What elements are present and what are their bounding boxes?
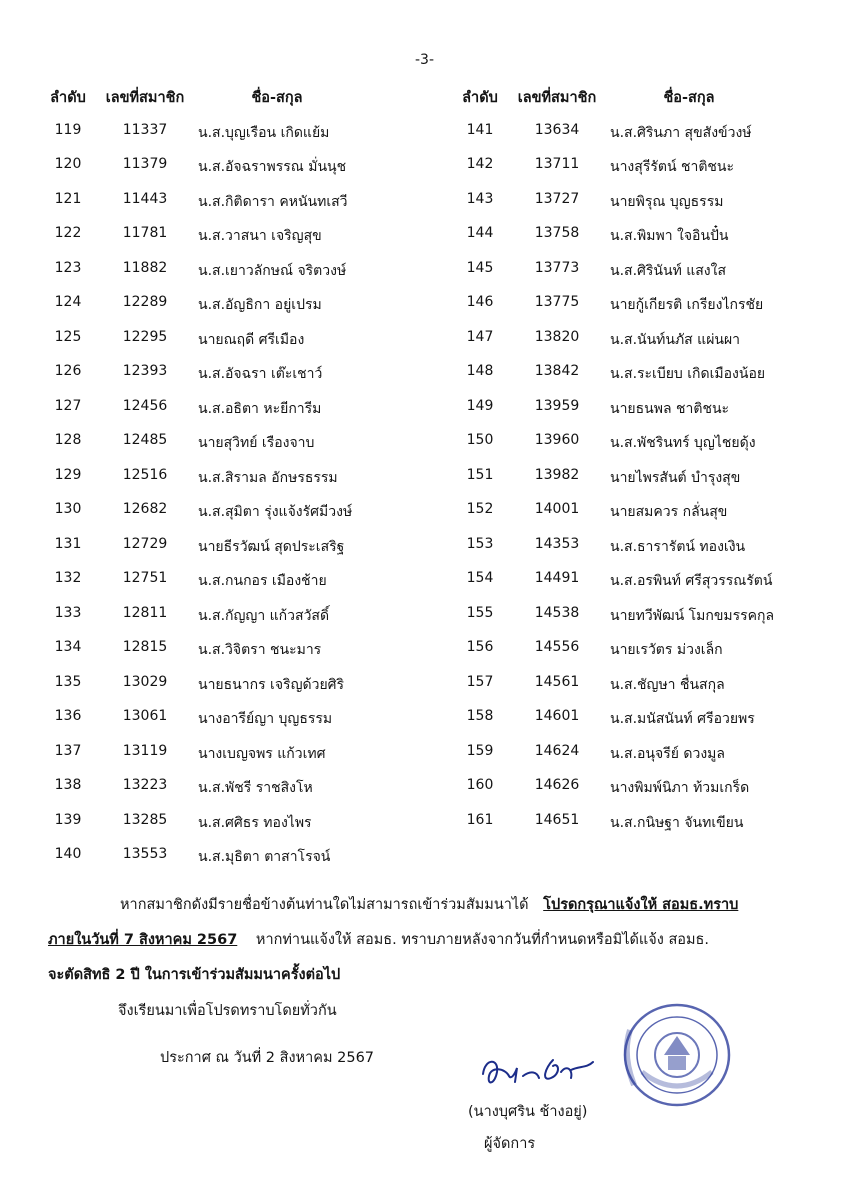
member-name: นายณฤดี ศรีเมือง bbox=[198, 331, 305, 348]
member-number: 11443 bbox=[122, 190, 168, 207]
member-name: นายธนพล ชาติชนะ bbox=[610, 400, 730, 417]
row-number: 161 bbox=[466, 811, 494, 828]
member-number: 12815 bbox=[122, 639, 168, 655]
member-name: นางอารีย์ญา บุญธรรม bbox=[198, 711, 333, 727]
row-number: 154 bbox=[466, 570, 494, 586]
notice-line-4: จึงเรียนมาเพื่อโปรดทราบโดยทั่วกัน bbox=[118, 1003, 337, 1019]
row-number: 159 bbox=[466, 742, 494, 759]
row-number: 146 bbox=[466, 294, 494, 310]
row-number: 145 bbox=[466, 259, 494, 276]
member-name: น.ส.พัชรี ราชสิงโห bbox=[198, 780, 313, 796]
member-name: น.ส.บุญเรือน เกิดแย้ม bbox=[198, 124, 330, 141]
member-number: 14491 bbox=[534, 570, 580, 586]
notice-text: หากท่านแจ้งให้ สอมธ. ทราบภายหลังจากวันที่กำหนดหรือมิได้แจ้ง สอมธ. bbox=[255, 932, 710, 948]
row-number: 139 bbox=[54, 811, 82, 828]
member-number: 13634 bbox=[534, 121, 580, 138]
row-number: 136 bbox=[54, 708, 82, 724]
member-number: 12811 bbox=[122, 604, 168, 621]
row-number: 131 bbox=[54, 535, 82, 552]
member-name: น.ส.ระเบียบ เกิดเมืองน้อย bbox=[610, 366, 766, 382]
row-number: 129 bbox=[54, 466, 82, 483]
member-name: น.ส.ชัญษา ชื่นสกุล bbox=[610, 676, 725, 693]
member-number: 13758 bbox=[534, 225, 580, 241]
header-member-no: เลขที่สมาชิก bbox=[105, 90, 185, 106]
member-name: น.ส.วาสนา เจริญสุข bbox=[198, 228, 322, 244]
member-name: น.ส.นันท์นภัส แผ่นผา bbox=[610, 331, 741, 348]
member-name: น.ส.มุธิตา ตาสาโรจน์ bbox=[198, 849, 331, 865]
row-number: 144 bbox=[466, 225, 494, 241]
notice-line-1 bbox=[120, 893, 738, 916]
row-number: 141 bbox=[466, 121, 494, 138]
member-number: 13061 bbox=[122, 708, 168, 724]
member-name: น.ส.สุมิตา รุ่งแจ้งรัศมีวงษ์ bbox=[198, 504, 353, 520]
header-member-no: เลขที่สมาชิก bbox=[517, 90, 597, 106]
member-number: 14561 bbox=[534, 673, 580, 690]
member-name: น.ส.มนัสนันท์ ศรีอวยพร bbox=[610, 711, 755, 727]
row-number: 137 bbox=[54, 742, 82, 759]
member-name: น.ส.ศิรินันท์ แสงใส bbox=[610, 262, 727, 279]
row-number: 149 bbox=[466, 397, 494, 414]
notice-text: หากสมาชิกดังมีรายชื่อข้างต้นท่านใดไม่สามารถเข้าร่วมสัมมนาได้ bbox=[120, 897, 529, 913]
row-number: 156 bbox=[466, 639, 494, 655]
notice-deadline: ภายในวันที่ 7 สิงหาคม 2567 bbox=[48, 932, 238, 948]
member-name: น.ส.อรพินท์ ศรีสุวรรณรัตน์ bbox=[610, 573, 773, 589]
notice-emphasis: โปรดกรุณาแจ้งให้ สอมธ.ทราบ bbox=[543, 897, 739, 913]
row-number: 142 bbox=[466, 156, 494, 172]
member-name: น.ส.กนกอร เมืองช้าย bbox=[198, 573, 327, 589]
member-number: 14601 bbox=[534, 708, 580, 724]
member-number: 13553 bbox=[122, 846, 168, 862]
notice-line-3: จะตัดสิทธิ 2 ปี ในการเข้าร่วมสัมมนาครั้งต่อไป bbox=[48, 967, 341, 983]
member-name: น.ส.อัญธิกา อยู่เปรม bbox=[198, 297, 322, 313]
member-number: 14651 bbox=[534, 811, 580, 828]
row-number: 127 bbox=[54, 397, 82, 414]
row-number: 128 bbox=[54, 432, 82, 448]
member-name: น.ส.กิติดารา คหนันทเสวี bbox=[198, 193, 348, 210]
member-number: 13960 bbox=[534, 432, 580, 448]
member-number: 12485 bbox=[122, 432, 168, 448]
row-number: 119 bbox=[54, 121, 82, 138]
member-name: นายสมควร กลั่นสุข bbox=[610, 504, 728, 520]
member-number: 12456 bbox=[122, 397, 168, 414]
member-name: นางพิมพ์นิภา ท้วมเกร็ด bbox=[610, 780, 750, 796]
row-number: 138 bbox=[54, 777, 82, 793]
member-number: 12729 bbox=[122, 535, 168, 552]
row-number: 120 bbox=[54, 156, 82, 172]
member-number: 13727 bbox=[534, 190, 580, 207]
member-name: น.ส.กัญญา แก้วสวัสดิ์ bbox=[198, 607, 330, 624]
row-number: 143 bbox=[466, 190, 494, 207]
row-number: 122 bbox=[54, 225, 82, 241]
member-name: นายสุวิทย์ เรืองจาบ bbox=[198, 435, 315, 451]
member-number: 13982 bbox=[534, 466, 580, 483]
row-number: 148 bbox=[466, 363, 494, 379]
member-name: น.ส.อัจฉรา เต๊ะเชาว์ bbox=[198, 366, 323, 382]
member-number: 14538 bbox=[534, 604, 580, 621]
member-number: 12751 bbox=[122, 570, 168, 586]
member-number: 12682 bbox=[122, 501, 168, 517]
row-number: 158 bbox=[466, 708, 494, 724]
announcement-date: ประกาศ ณ วันที่ 2 สิงหาคม 2567 bbox=[160, 1050, 375, 1066]
page-number: -3- bbox=[414, 52, 434, 68]
member-number: 13842 bbox=[534, 363, 580, 379]
member-name: นายธีรวัฒน์ สุดประเสริฐ bbox=[198, 538, 345, 555]
row-number: 160 bbox=[466, 777, 494, 793]
member-number: 14624 bbox=[534, 742, 580, 759]
signature-icon bbox=[475, 1048, 605, 1092]
row-number: 152 bbox=[466, 501, 494, 517]
member-number: 13029 bbox=[122, 673, 168, 690]
row-number: 130 bbox=[54, 501, 82, 517]
member-name: นางเบญจพร แก้วเทศ bbox=[198, 745, 326, 762]
member-name: น.ส.สิรามล อักษรธรรม bbox=[198, 469, 338, 486]
row-number: 134 bbox=[54, 639, 82, 655]
member-number: 13820 bbox=[534, 328, 580, 345]
member-name: นายไพรสันต์ บำรุงสุข bbox=[610, 469, 741, 486]
row-number: 121 bbox=[54, 190, 82, 207]
member-number: 14556 bbox=[534, 639, 580, 655]
member-name: น.ส.กนิษฐา จันทเขียน bbox=[610, 814, 744, 831]
cooperative-seal-icon bbox=[612, 1000, 742, 1110]
member-number: 13775 bbox=[534, 294, 580, 310]
member-name: นายกู้เกียรติ เกรียงไกรชัย bbox=[610, 297, 764, 313]
notice-line-2 bbox=[48, 928, 709, 951]
row-number: 157 bbox=[466, 673, 494, 690]
row-number: 133 bbox=[54, 604, 82, 621]
member-number: 12516 bbox=[122, 466, 168, 483]
member-name: น.ส.พิมพา ใจอินปั๋น bbox=[610, 228, 729, 244]
row-number: 140 bbox=[54, 846, 82, 862]
member-name: น.ส.พัชรินทร์ บุญไชยดุ้ง bbox=[610, 435, 756, 451]
member-number: 13773 bbox=[534, 259, 580, 276]
member-number: 11781 bbox=[122, 225, 168, 241]
member-name: น.ส.ธารารัตน์ ทองเงิน bbox=[610, 538, 746, 555]
member-name: น.ส.อธิตา หะยีการีม bbox=[198, 400, 322, 417]
member-number: 13711 bbox=[534, 156, 580, 172]
member-number: 14001 bbox=[534, 501, 580, 517]
member-number: 11379 bbox=[122, 156, 168, 172]
member-number: 12393 bbox=[122, 363, 168, 379]
row-number: 150 bbox=[466, 432, 494, 448]
row-number: 147 bbox=[466, 328, 494, 345]
row-number: 153 bbox=[466, 535, 494, 552]
member-number: 12295 bbox=[122, 328, 168, 345]
member-number: 13223 bbox=[122, 777, 168, 793]
member-number: 11882 bbox=[122, 259, 168, 276]
member-name: นายธนากร เจริญด้วยศิริ bbox=[198, 676, 345, 693]
member-number: 13285 bbox=[122, 811, 168, 828]
member-name: น.ส.อัจฉราพรรณ มั่นนุช bbox=[198, 159, 347, 175]
row-number: 135 bbox=[54, 673, 82, 690]
header-no: ลำดับ bbox=[50, 90, 86, 106]
member-name: น.ส.ศศิธร ทองไพร bbox=[198, 814, 312, 831]
header-no: ลำดับ bbox=[462, 90, 498, 106]
member-name: น.ส.วิจิตรา ชนะมาร bbox=[198, 642, 322, 658]
member-number: 14626 bbox=[534, 777, 580, 793]
member-name: นายเรวัตร ม่วงเล็ก bbox=[610, 642, 723, 658]
row-number: 125 bbox=[54, 328, 82, 345]
member-number: 13119 bbox=[122, 742, 168, 759]
row-number: 155 bbox=[466, 604, 494, 621]
header-name: ชื่อ-สกุล bbox=[663, 90, 715, 106]
member-number: 11337 bbox=[122, 121, 168, 138]
row-number: 132 bbox=[54, 570, 82, 586]
member-number: 13959 bbox=[534, 397, 580, 414]
member-name: น.ส.อนุจรีย์ ดวงมูล bbox=[610, 745, 725, 762]
row-number: 124 bbox=[54, 294, 82, 310]
member-name: น.ส.เยาวลักษณ์ จริตวงษ์ bbox=[198, 262, 347, 279]
member-name: นางสุรีรัตน์ ชาติชนะ bbox=[610, 159, 735, 175]
member-name: น.ส.ศิรินภา สุขสังข์วงษ์ bbox=[610, 124, 752, 141]
row-number: 123 bbox=[54, 259, 82, 276]
header-name: ชื่อ-สกุล bbox=[251, 90, 303, 106]
member-name: นายทวีพัฒน์ โมกขมรรคกุล bbox=[610, 607, 775, 624]
member-number: 12289 bbox=[122, 294, 168, 310]
member-number: 14353 bbox=[534, 535, 580, 552]
member-name: นายพิรุณ บุญธรรม bbox=[610, 193, 724, 210]
signatory-position: ผู้จัดการ bbox=[484, 1136, 536, 1152]
row-number: 126 bbox=[54, 363, 82, 379]
row-number: 151 bbox=[466, 466, 494, 483]
signatory-name: (นางบุศริน ช้างอยู่) bbox=[468, 1104, 588, 1120]
